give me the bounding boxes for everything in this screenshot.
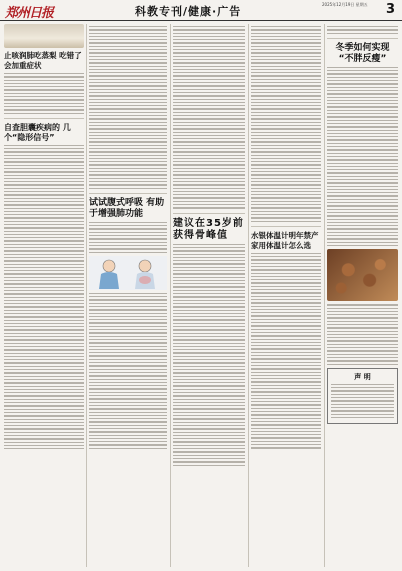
- masthead-logo: 郑州日报: [5, 6, 54, 21]
- column-5: [327, 24, 398, 567]
- headline-gallbladder: 自查胆囊疾病的 几个“隐形信号”: [4, 122, 71, 142]
- article-breathing-body: [89, 222, 167, 253]
- page-number: 3: [386, 2, 396, 17]
- column-2: [89, 24, 167, 567]
- article-winter-body: [327, 67, 398, 246]
- headline-bone: 建议在35岁前 获得骨峰值: [173, 217, 244, 241]
- article-col4-body: [251, 26, 321, 222]
- section-title: 科教专刊/健康·广告: [135, 5, 242, 18]
- page-header: [0, 0, 402, 21]
- headline-breathing: 试试腹式呼吸 有助于增强肺功能: [89, 197, 165, 219]
- headline-pear: 止咳润肺吃蒸梨 吃错了会加重症状: [4, 51, 82, 70]
- column-1: [4, 24, 84, 567]
- article-thermometer-body: [251, 253, 321, 449]
- notice-title: 声 明: [354, 372, 371, 381]
- article-col3-body: [173, 26, 245, 209]
- issue-date: 2025年12月19日 星期五: [322, 2, 368, 7]
- headline-winter-weight: 冬季如何实现 “不胖反瘦”: [335, 42, 390, 64]
- nuts-food-photo: [327, 249, 398, 301]
- article-col5-top: [327, 26, 398, 34]
- column-4: [251, 24, 321, 567]
- article-bone-body: [173, 244, 245, 466]
- pear-dish-photo: [4, 24, 84, 48]
- article-pear-body: [4, 73, 84, 114]
- column-3: [173, 24, 245, 567]
- article-cont-body: [89, 26, 167, 189]
- article-gallbladder-body: [4, 145, 84, 450]
- article-winter-body-2: [327, 304, 398, 365]
- breathing-illustration: [89, 256, 167, 290]
- article-breathing-body-2: [89, 293, 167, 449]
- notice-box: [327, 368, 398, 424]
- headline-thermometer: 水银体温计明年禁产 家用体温计怎么选: [251, 230, 319, 250]
